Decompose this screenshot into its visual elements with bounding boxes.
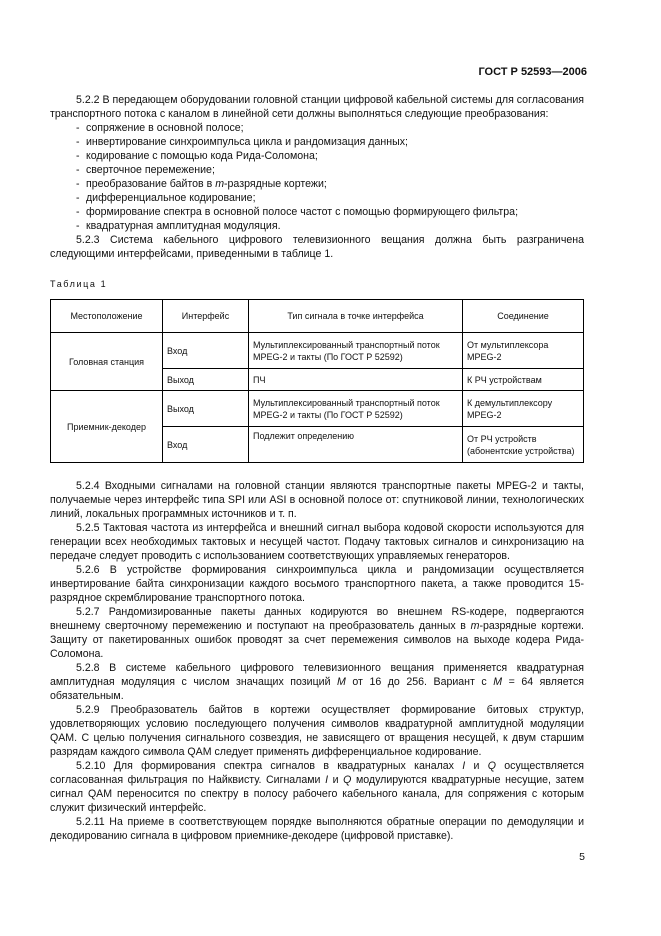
italic-Q: Q [487,760,496,772]
connection-cell: От РЧ устройств (абонентские устройства) [463,427,584,463]
list-item: - сопряжение в основной полосе; [76,121,584,135]
signal-cell: Мультиплексированный транспортный поток MPEG-2 и такты (По ГОСТ Р 52592) [249,333,463,369]
table-row [51,391,584,427]
text-run: = 64 является обязательным. [50,676,584,702]
interface-cell: Выход [163,369,249,391]
interface-cell: Вход [163,427,249,463]
list-item-text: преобразование байтов в [86,178,216,190]
text-run: 5.2.8 В системе кабельного цифрового телевизионного вещания применяется квадратурная амплитудная модуляция с числом значащих позиций [50,662,584,688]
location-cell: Приемник-декодер [51,391,163,463]
location-cell: Головная станция [51,333,163,391]
text-run: -разрядные кортежи. Защиту от пакетированных ошибок проводят за счет перемежения символов на выходе кодера Рида-Соломона. [50,620,584,660]
table-header-cell: Соединение [463,300,584,333]
list-item: - кодирование с помощью кода Рида-Соломона; [76,149,584,163]
table-header-cell: Интерфейс [163,300,249,333]
italic-m: m [470,620,480,632]
paragraph-5-2-7 [50,605,584,661]
italic-Q: Q [343,774,352,786]
signal-cell: Мультиплексированный транспортный поток MPEG-2 и такты (По ГОСТ Р 52592) [249,391,463,427]
body-paragraphs [50,479,584,843]
table-row [51,333,584,369]
connection-cell: К демультиплексору MPEG-2 [463,391,584,427]
paragraph-5-2-10 [50,759,584,815]
connection-cell: К РЧ устройствам [463,369,584,391]
interfaces-table [50,299,584,463]
italic-I: I [325,774,329,786]
list-item-text: -разрядные кортежи; [224,178,327,190]
interface-cell: Вход [163,333,249,369]
transform-list [50,121,584,233]
italic-M: M [493,676,503,688]
paragraph-5-2-5: 5.2.5 Тактовая частота из интерфейса и внешний сигнал выбора кодовой скорости используются для генерации всех необходимых тактовых и несущей частот. Подачу тактовых сигналов и синхронизацию на передаче следует проводить с использованием соответствующих управляемых генераторов. [50,522,584,562]
page-number: 5 [579,851,585,863]
list-item: - инвертирование синхроимпульса цикла и рандомизация данных; [76,135,584,149]
signal-cell: ПЧ [249,369,463,391]
list-item [76,177,584,191]
text-run: от 16 до 256. Вариант с [345,676,494,688]
paragraph-5-2-8 [50,661,584,703]
italic-M: M [337,676,346,688]
text-run: и [465,760,488,772]
list-item: - квадратурная амплитудная модуляция. [76,219,584,233]
text-run: и [328,774,344,786]
paragraph-5-2-4: 5.2.4 Входными сигналами на головной станции являются транспортные пакеты MPEG-2 и такты, получаемые через интерфейс типа SPI или ASI в основной полосе от: спутниковой линии, технологических линий, локальных программных источников и т. п. [50,480,584,520]
connection-cell: От мультиплексора MPEG-2 [463,333,584,369]
list-item: - формирование спектра в основной полосе частот с помощью формирующего фильтра; [76,205,584,219]
italic-m: m [215,178,225,190]
paragraph-5-2-11: 5.2.11 На приеме в соответствующем порядке выполняются обратные операции по демодуляции и декодированию сигнала в цифровом приемнике-декодере (цифровой приставке). [50,816,584,842]
standard-header: ГОСТ Р 52593—2006 [478,66,587,78]
signal-cell: Подлежит определению [249,427,463,463]
list-item: - дифференциальное кодирование; [76,191,584,205]
list-item: - сверточное перемежение; [76,163,584,177]
paragraph-5-2-3: 5.2.3 Система кабельного цифрового телевизионного вещания должна быть разграничена следующими интерфейсами, приведенными в таблице 1. [50,234,584,260]
text-run: 5.2.7 Рандомизированные пакеты данных кодируются во внешнем RS-кодере, подвергаются внешнему сверточному перемежению и поступают на преобразователь данных в [50,606,584,632]
paragraph-5-2-9: 5.2.9 Преобразователь байтов в кортежи осуществляет формирование битовых структур, удовлетворяющих условию последующего получения символов квадратурной амплитудной модуляции QAM. С целью получения сигнального созвездия, не зависящего от вращения несущей, к двум старшим разрядам каждого символа QAM следует применять дифференциальное кодирование. [50,704,584,758]
table-header-cell: Тип сигнала в точке интерфейса [249,300,463,333]
text-run: 5.2.10 Для формирования спектра сигналов в квадратурных каналах [76,760,463,772]
table-header-cell: Местоположение [51,300,163,333]
paragraph-5-2-2: 5.2.2 В передающем оборудовании головной станции цифровой кабельной системы для согласования транспортного потока с каналом в линейной сети должны выполняться следующие преобразования: [50,94,584,120]
interface-cell: Выход [163,391,249,427]
table-header-row [51,300,584,333]
text-run: осуществляется согласованная фильтрация по Найквисту. Сигналами [50,760,584,786]
table-caption: Таблица 1 [50,279,108,289]
italic-I: I [462,760,466,772]
page-content [50,93,584,843]
paragraph-5-2-6: 5.2.6 В устройстве формирования синхроимпульса цикла и рандомизации осуществляется инвертирование байта синхронизации каждого восьмого транспортного пакета, а также проводится 15-разрядное скремблирование транспортного потока. [50,564,584,604]
text-run: модулируются квадратурные несущие, затем сигнал QAM переносится по спектру в полосу рабочего кабельного канала, для сопряжения с которым служит физический интерфейс. [50,774,584,814]
